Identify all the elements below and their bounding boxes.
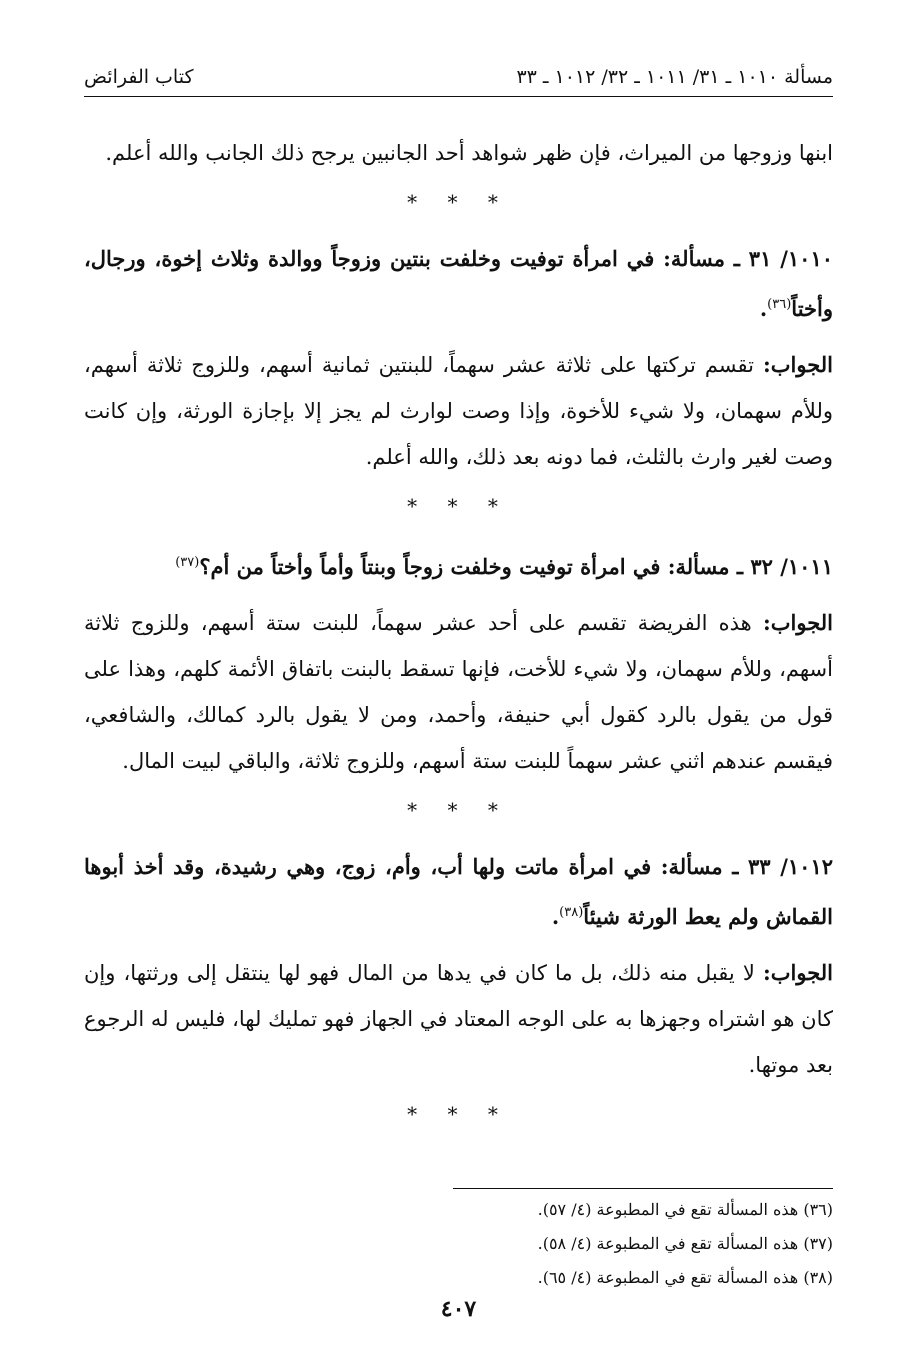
question-1012: ١٠١٢/ ٣٣ ـ مسألة: في امرأة ماتت ولها أب، وأم، زوج، وهي رشيدة، وقد أخذ أبوها القماش ولم يعط الورثة شيئاً$^{(٣٨)}$. <box>84 854 834 929</box>
question-text: في امرأة ماتت ولها أب، وأم، زوج، وهي رشيدة، وقد أخذ أبوها القماش ولم يعط الورثة شيئاً <box>84 854 833 929</box>
question-number: ١٠١١/ ٣٢ ـ مسألة: <box>667 554 833 579</box>
section-separator: * * * <box>407 1102 510 1126</box>
book-title: كتاب الفرائض <box>84 66 194 88</box>
page-content <box>84 130 833 1148</box>
answer-text: لا يقبل منه ذلك، بل ما كان في يدها من المال فهو لها ينتقل إلى ورثتها، وإن كان هو اشتراه وجهزها به على الوجه المعتاد في الجهاز فهو تمليك لها، فليس له الرجوع بعد موتها. <box>84 961 833 1077</box>
answer-text: هذه الفريضة تقسم على أحد عشر سهماً، للبنت ستة أسهم، وللزوج ثلاثة أسهم، وللأم سهمان، ولا شيء للأخت، فإنها تسقط بالبنت باتفاق الأئمة كلهم، وهذا على قول من يقول بالرد كقول أبي حنيفة، وأحمد، ومن لا يقول بالرد كمالك، والشافعي، فيقسم عندهم اثني عشر سهماً للبنت ستة أسهم، وللزوج ثلاثة، والباقي لبيت المال. <box>84 611 833 773</box>
answer-1010 <box>84 342 833 480</box>
question-1010: ١٠١٠/ ٣١ ـ مسألة: في امرأة توفيت وخلفت بنتين وزوجاً ووالدة وثلاث إخوة، ورجال، وأختاً$^{(٣٦)}$. <box>84 246 834 321</box>
question-number: ١٠١٠/ ٣١ ـ مسألة: <box>663 246 834 271</box>
answer-text: تقسم تركتها على ثلاثة عشر سهماً، للبنتين ثمانية أسهم، وللزوج ثلاثة أسهم، وللأم سهمان، ولا شيء للأخوة، وإذا وصت لوارث لم يجز إلا بإجازة الورثة، وإن كانت وصت لغير وارث بالثلث، فما دونه بعد ذلك، والله أعلم. <box>84 353 833 469</box>
answer-label: الجواب: <box>763 610 833 635</box>
footnote-38: (٣٨) هذه المسألة تقع في المطبوعة (٤/ ٦٥). <box>537 1268 833 1287</box>
answer-1012 <box>84 950 833 1088</box>
question-1011 <box>84 540 833 590</box>
page-header <box>84 62 833 97</box>
footnote-36: (٣٦) هذه المسألة تقع في المطبوعة (٤/ ٥٧). <box>537 1200 833 1219</box>
section-separator: * * * <box>407 190 510 214</box>
continued-paragraph: ابنها وزوجها من الميراث، فإن ظهر شواهد أحد الجانبين يرجح ذلك الجانب والله أعلم. <box>105 141 833 165</box>
page-number: ٤٠٧ <box>440 1296 477 1322</box>
footnote-ref: (٣٨) <box>559 905 584 920</box>
footnotes <box>453 1188 833 1295</box>
footnote-ref: (٣٧) <box>175 555 200 570</box>
question-number: ١٠١٢/ ٣٣ ـ مسألة: <box>660 854 834 879</box>
answer-label: الجواب: <box>763 960 833 985</box>
footnote-ref: (٣٦) <box>767 297 792 312</box>
question-text: في امرأة توفيت وخلفت زوجاً وبنتاً وأماً وأختاً من أم؟ <box>199 554 661 579</box>
footnote-37: (٣٧) هذه المسألة تقع في المطبوعة (٤/ ٥٨). <box>537 1234 833 1253</box>
question-text: في امرأة توفيت وخلفت بنتين وزوجاً ووالدة وثلاث إخوة، ورجال، وأختاً <box>84 246 833 321</box>
running-title: مسألة ١٠١٠ ـ ٣١/ ١٠١١ ـ ٣٢/ ١٠١٢ ـ ٣٣ <box>516 66 833 88</box>
answer-label: الجواب: <box>762 352 833 377</box>
answer-1011 <box>84 600 833 784</box>
section-separator: * * * <box>407 798 510 822</box>
section-separator: * * * <box>407 494 510 518</box>
